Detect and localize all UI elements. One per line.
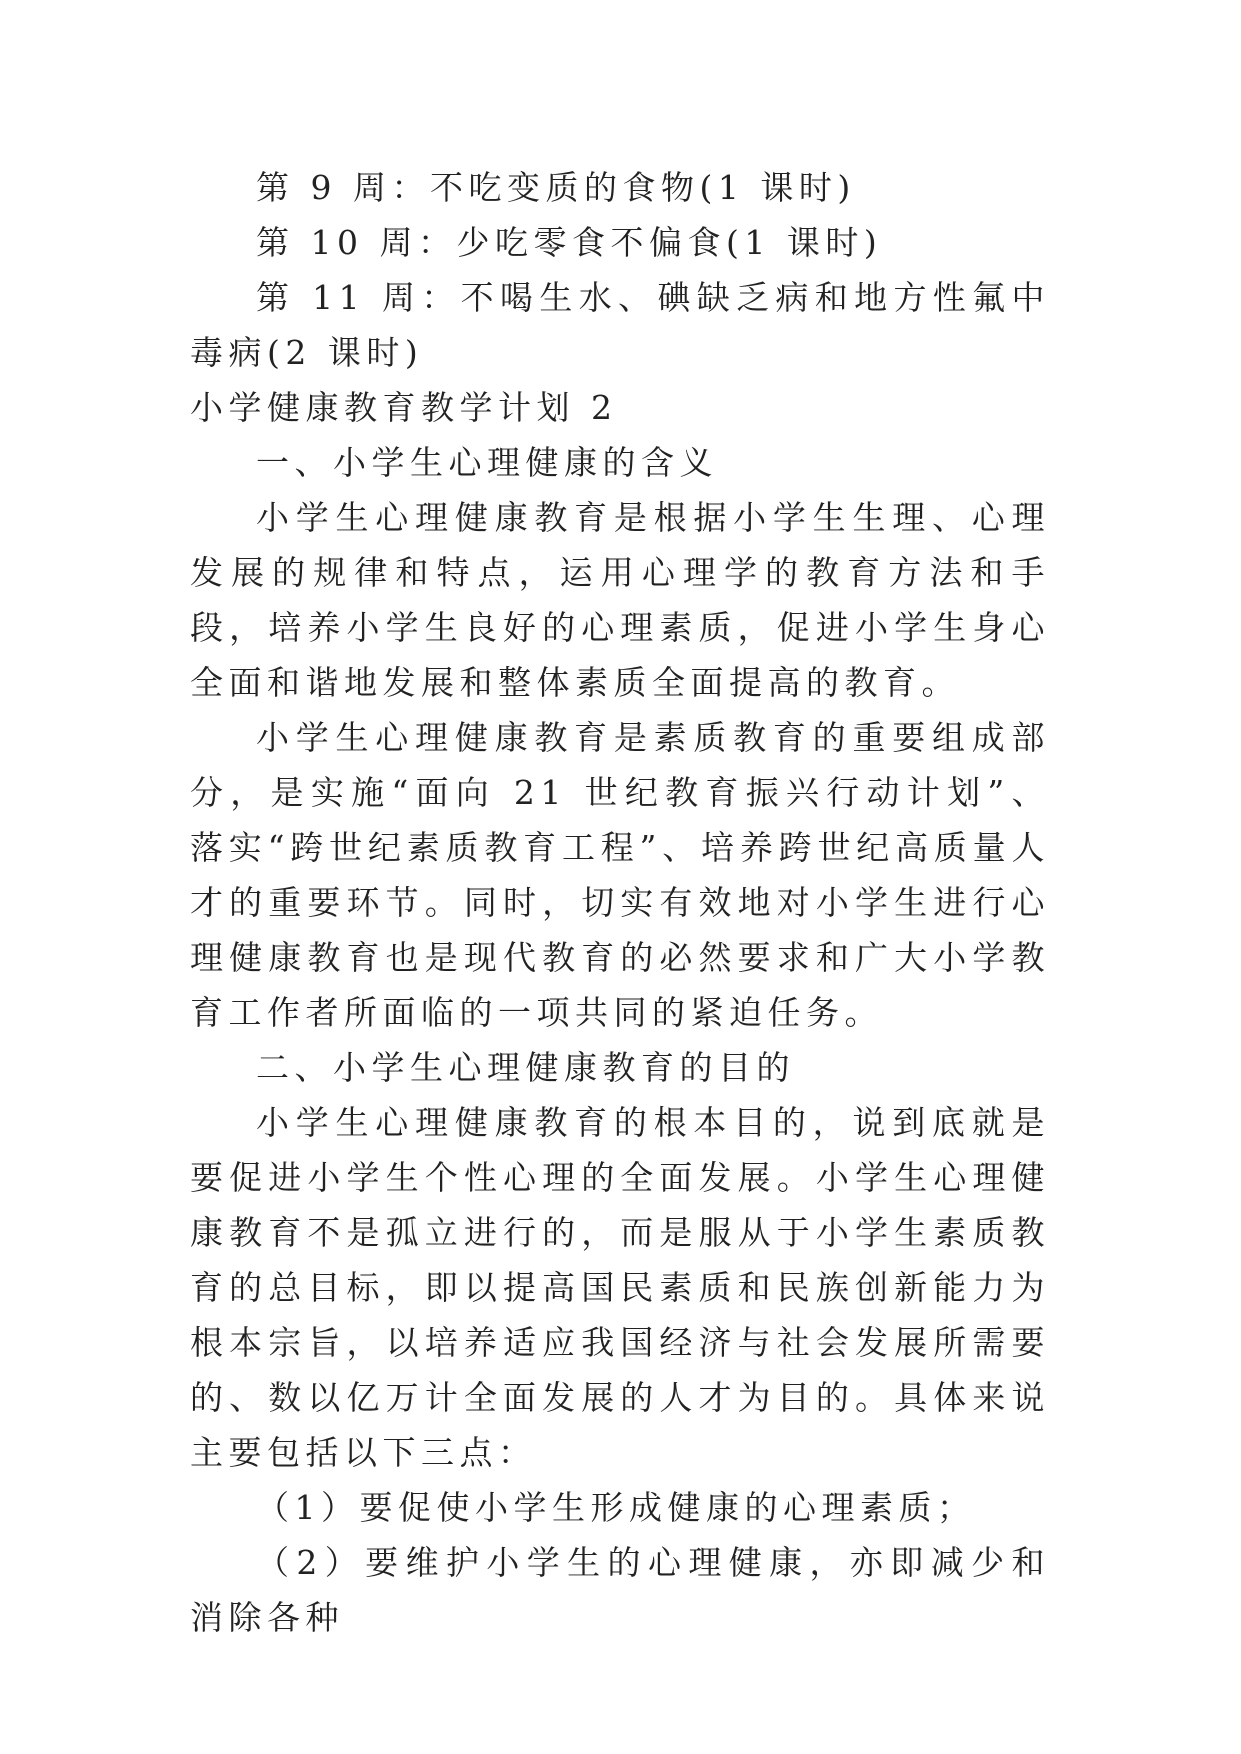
document-body: [190, 160, 1050, 1645]
week-9-line: 第 9 周：不吃变质的食物(1 课时): [256, 168, 856, 207]
week-11-line: 第 11 周：不喝生水、碘缺乏病和地方性氟中毒病(2 课时): [190, 278, 1050, 372]
section-1-heading: 一、小学生心理健康的含义: [256, 443, 718, 482]
section-2-heading: 二、小学生心理健康教育的目的: [256, 1048, 795, 1087]
plan-2-title: 小学健康教育教学计划 2: [190, 388, 618, 427]
paragraph-purpose: 小学生心理健康教育的根本目的，说到底就是要促进小学生个性心理的全面发展。小学生心理健康教育不是孤立进行的，而是服从于小学生素质教育的总目标，即以提高国民素质和民族创新能力为根本宗旨，以培养适应我国经济与社会发展所需要的、数以亿万计全面发展的人才为目的。具体来说主要包括以下三点：: [190, 1103, 1050, 1472]
list-item-1: （1）要促使小学生形成健康的心理素质；: [256, 1488, 976, 1527]
paragraph-importance: 小学生心理健康教育是素质教育的重要组成部分，是实施“面向 21 世纪教育振兴行动计划”、落实“跨世纪素质教育工程”、培养跨世纪高质量人才的重要环节。同时，切实有效地对小学生进行心理健康教育也是现代教育的必然要求和广大小学教育工作者所面临的一项共同的紧迫任务。: [190, 718, 1050, 1032]
week-10-line: 第 10 周：少吃零食不偏食(1 课时): [256, 223, 883, 262]
list-item-2: （2）要维护小学生的心理健康，亦即减少和消除各种: [190, 1543, 1050, 1637]
paragraph-definition: 小学生心理健康教育是根据小学生生理、心理发展的规律和特点，运用心理学的教育方法和手段，培养小学生良好的心理素质，促进小学生身心全面和谐地发展和整体素质全面提高的教育。: [190, 498, 1050, 702]
